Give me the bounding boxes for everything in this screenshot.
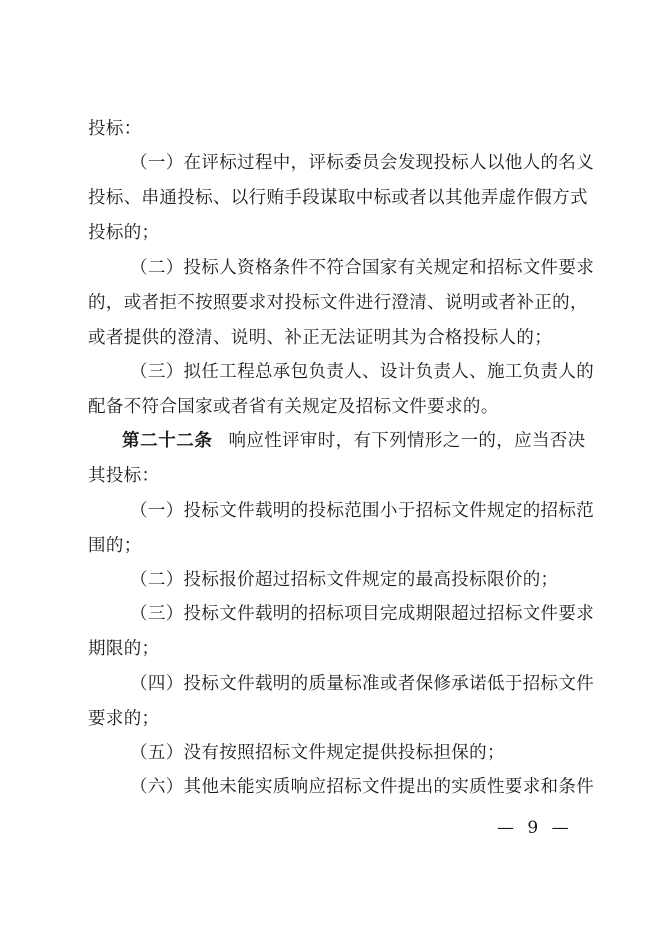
text-line: （二）投标报价超过招标文件规定的最高投标限价的；	[130, 570, 559, 590]
text-line: 其投标：	[88, 465, 160, 486]
text-line: 期限的；	[88, 638, 160, 659]
text-line: 围的；	[88, 535, 142, 556]
page-number: — 9 —	[497, 818, 573, 838]
text-line: （四）投标文件载明的质量标准或者保修承诺低于招标文件	[130, 674, 595, 694]
text-line: 响应性评审时，有下列情形之一的，应当否决	[228, 431, 586, 451]
paragraph-article-22	[88, 424, 586, 494]
text-line: 配备不符合国家或者省有关规定及招标文件要求的。	[88, 396, 499, 417]
text-line: 投标的；	[88, 222, 160, 243]
text-line: 要求的；	[88, 708, 160, 729]
paragraph-article-22-item-3	[88, 597, 595, 667]
paragraph-item-1	[88, 146, 595, 250]
text-line: 投标：	[88, 119, 142, 139]
text-line: （五）没有按照招标文件规定提供投标担保的；	[130, 743, 505, 763]
paragraph-article-22-item-5	[88, 736, 578, 771]
paragraph-item-3	[88, 355, 595, 425]
paragraph-article-22-item-4	[88, 667, 595, 737]
paragraph-article-22-item-2	[88, 563, 578, 598]
paragraph-article-22-item-1	[88, 494, 595, 564]
paragraph-item-2	[88, 251, 595, 355]
text-line: 的，或者拒不按照要求对投标文件进行澄清、说明或者补正的，	[88, 292, 588, 313]
text-line: （三）拟任工程总承包负责人、设计负责人、施工负责人的	[130, 362, 595, 382]
text-line: （三）投标文件载明的招标项目完成期限超过招标文件要求	[130, 604, 595, 624]
paragraph-article-22-item-6	[88, 770, 595, 805]
text-line: （六）其他未能实质响应招标文件提出的实质性要求和条件	[130, 777, 595, 797]
article-label: 第二十二条	[122, 431, 213, 451]
text-line: （一）在评标过程中，评标委员会发现投标人以他人的名义	[130, 153, 595, 173]
text-line: 或者提供的澄清、说明、补正无法证明其为合格投标人的；	[88, 327, 553, 348]
text-line: （二）投标人资格条件不符合国家有关规定和招标文件要求	[130, 258, 595, 278]
text-line: 投标、串通投标、以行贿手段谋取中标或者以其他弄虚作假方式	[88, 187, 588, 208]
paragraph-intro	[88, 112, 578, 147]
text-line: （一）投标文件载明的投标范围小于招标文件规定的招标范	[130, 501, 595, 521]
